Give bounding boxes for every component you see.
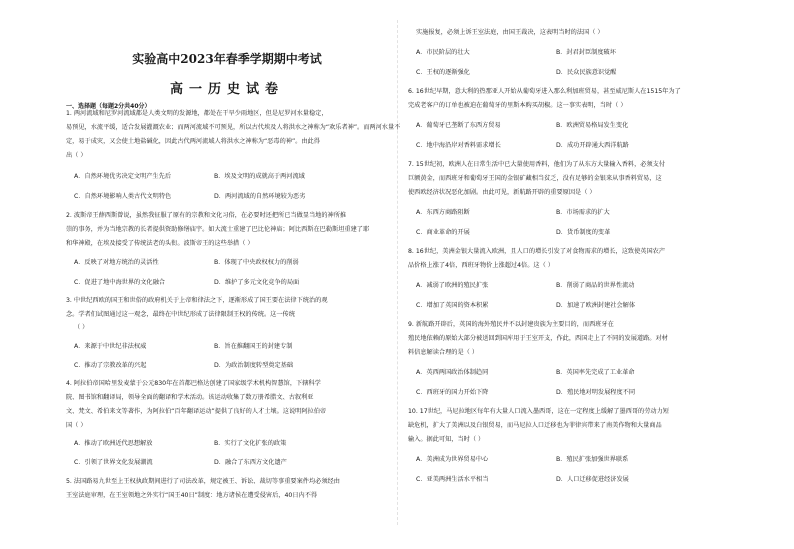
question-9-option-b[interactable]: B．英国率先完成了工业革命	[556, 369, 635, 376]
question-4-option-d[interactable]: D．融合了东西方文化遗产	[214, 459, 287, 466]
question-6-option-b[interactable]: B．欧洲贸易格局发生变化	[556, 122, 629, 129]
question-9-line-1: 9. 新航路开辟后，英国的海外殖民并不以封建贵族为主要目的，而西班牙在	[408, 321, 614, 328]
question-4-option-c[interactable]: C．引领了世界文化发展潮流	[74, 459, 153, 466]
question-6-line-2: 完成老客户的订单也被迫在葡萄牙的里斯本购买胡椒。这一事实表明，当时（ ）	[408, 102, 627, 109]
question-8-option-d[interactable]: D．加速了欧洲封建社会解体	[556, 302, 636, 309]
question-3-line-2: 念。学者们试图通过这一观念，最终在中世纪形成了法律限制王权的传统。这一传统	[66, 311, 295, 318]
question-6-line-1: 6. 16世纪早期，意大利的热那亚人开始从葡萄牙进入那么利加班贸易，甚至威尼斯人在1515年为了	[408, 88, 681, 95]
question-8-line-1: 8. 16世纪，美洲金银大量流入欧洲，且人口的增长引发了对食物需求的增长，这致使英国农产	[408, 248, 666, 255]
question-1-line-1: 1. 两河流域和尼罗河流域都是人类文明的发源地，都处在干旱少雨地区，但是尼罗河水量稳定，	[66, 110, 328, 117]
question-3-line-1: 3. 中世纪西欧的国王和世俗的政府机关于上帝和律法之下，逐渐形成了国王要在法律下统治的观	[66, 297, 328, 304]
question-2-option-d[interactable]: D．维护了多元文化竞争的局面	[214, 279, 300, 286]
question-4-line-2: 院、图书馆和翻译局，领导全面的翻译和学术活动。该运动收集了数万册希腊文、古叙利亚	[66, 394, 314, 401]
question-7-line-3: 使西欧经济状况恶化加剧。由此可见，新航路开辟的重要原因是（ ）	[408, 189, 596, 196]
column-divider	[397, 20, 398, 525]
question-1-option-d[interactable]: D．两河流域的自然环境较为恶劣	[214, 193, 306, 200]
question-3-option-a[interactable]: A．来源于中世纪非法权威	[74, 343, 147, 350]
question-10-option-d[interactable]: D．人口迁移促进经济发展	[556, 476, 629, 483]
question-3-option-b[interactable]: B．旨在推翻国王的封建专制	[214, 343, 293, 350]
question-1-option-c[interactable]: C．自然环境影响人类古代文明特色	[74, 193, 172, 200]
question-9-line-2: 殖民地依赖的原始大部分被送回到国库用于王室开支，作此，西国走上了不同的发展道路。对材	[408, 335, 668, 342]
question-7-option-d[interactable]: D．货币制度的变革	[556, 229, 611, 236]
question-2-option-b[interactable]: B．体现了中央政权权力的削弱	[214, 259, 299, 266]
question-1-option-b[interactable]: B．埃及文明的成就高于两河流域	[214, 173, 305, 180]
question-8-option-c[interactable]: C．增加了英国的资本积累	[416, 302, 489, 309]
question-4-line-3: 文、梵文、希伯来文等著作，为阿拉伯“百年翻译运动”提供了良好的人才土壤。这说明阿拉伯帝	[66, 408, 327, 415]
question-10-option-c[interactable]: C．亚美两洲生活水平相当	[416, 476, 489, 483]
question-7-option-a[interactable]: A．东西方商路阻断	[416, 209, 470, 216]
question-2-option-a[interactable]: A．反映了对地方统治的灵活性	[74, 259, 159, 266]
question-8-option-a[interactable]: A．减弱了欧洲的殖民扩张	[416, 282, 489, 289]
question-9-option-c[interactable]: C．西班牙的国力开始下降	[416, 389, 489, 396]
question-6-option-c[interactable]: C．地中海沿岸对香料需求增长	[416, 142, 501, 149]
question-4-option-b[interactable]: B．实行了文化扩张的政策	[214, 440, 287, 447]
question-4-option-a[interactable]: A．推动了欧洲近代思想解放	[74, 440, 153, 447]
question-10-line-1: 10. 17世纪，马尼拉地区每年有大量人口流入墨西哥，这在一定程度上缓解了墨西哥的劳动力短	[408, 408, 669, 415]
question-3-option-c[interactable]: C．推动了宗教改革的兴起	[74, 362, 147, 369]
question-10-line-2: 缺危机，扩大了美洲以及白银贸易，而马尼拉人口迁移也为菲律宾带来了南美作物和大量商品	[408, 422, 662, 429]
question-10-line-3: 输入。据此可知，当时（ ）	[408, 436, 485, 443]
question-2-option-c[interactable]: C．促进了地中海世界的文化融合	[74, 279, 165, 286]
exam-subtitle: 高一历史试卷	[169, 82, 284, 97]
question-7-option-b[interactable]: B．市场需求的扩大	[556, 209, 610, 216]
question-5-option-b[interactable]: B．封君封臣制度破坏	[556, 49, 616, 56]
question-2-line-1: 2. 波斯帝王薛西斯曾说，虽然我征服了原有的宗教和文化习俗，在必要时还把所已当做显当地的神所推	[66, 212, 347, 219]
question-1-line-2: 易预见，水流平缓，适合发展灌溉农业；而两河流域不可预见，所以古代埃及人将洪水之神称为“欢乐者神”。而两河水量不	[66, 124, 401, 131]
question-7-option-c[interactable]: C．商业革命的开展	[416, 229, 470, 236]
question-2-line-3: 和华神殿，在埃及接受了传统法老的头衔。波斯帝王的这些举措（ ）	[66, 240, 254, 247]
question-6-option-d[interactable]: D．成功开辟通大西洋航路	[556, 142, 629, 149]
question-1-option-a[interactable]: A．自然环境优劣决定文明产生先后	[74, 173, 172, 180]
question-9-option-a[interactable]: A．英西两国政治体制趋同	[416, 369, 489, 376]
question-6-option-a[interactable]: A．葡萄牙已垄断了东西方贸易	[416, 122, 501, 129]
question-1-line-3: 定，易于成灾，又会使土地盐碱化，因此古代两河流域人将洪水之神称为“恶毒的神”。由此得	[66, 138, 320, 145]
question-10-option-b[interactable]: B．殖民扩张加强世界联系	[556, 456, 629, 463]
question-10-option-a[interactable]: A．美洲成为世界贸易中心	[416, 456, 489, 463]
question-4-line-1: 4. 阿拉伯帝国哈里发麦蒙于公元830年在首都巴格达创建了国家级学术机构智慧馆，下辖科学	[66, 380, 321, 387]
question-3-option-d[interactable]: D．为政治制度转型奠定基础	[214, 362, 294, 369]
question-1-line-4: 出（ ）	[66, 152, 87, 159]
question-9-line-3: 料信息解读合理的是（ ）	[408, 349, 479, 356]
question-8-option-b[interactable]: B．削弱了商品的世界性流动	[556, 282, 635, 289]
question-8-line-2: 品价格上涨了4倍，西班牙物价上涨超过4倍。这（ ）	[408, 262, 554, 269]
question-5-line-2: 王室法庭审理，在王室领地之外实行“国王40日”制度：地方诸侯在遭受侵害后，40日内不得	[66, 492, 318, 499]
question-5-option-a[interactable]: A．市民阶层的壮大	[416, 49, 470, 56]
section-heading: 一、选择题（每题2分共40分）	[66, 103, 151, 110]
question-5-option-c[interactable]: C．王权的逐渐强化	[416, 69, 470, 76]
question-2-line-2: 崇的事务，并为当地宗教的长者提供资助修缮庙宇。如大流士重建了巴比伦神庙；阿比西斯在巴勒斯坦重建了耶	[66, 226, 370, 233]
question-4-line-4: 国（ ）	[66, 422, 87, 429]
question-5-option-d[interactable]: D．民众民族意识觉醒	[556, 69, 617, 76]
question-9-option-d[interactable]: D．殖民地对明发展程度不同	[556, 389, 636, 396]
exam-title: 实验高中2023年春季学期期中考试	[132, 52, 322, 66]
question-3-line-3: （ ）	[74, 324, 89, 331]
question-7-line-2: 巨额黄金，而西班牙和葡萄牙王国的金银矿藏相当贫乏，没有足够的金银来从事香料贸易，这	[408, 175, 662, 182]
question-7-line-1: 7. 15世纪初，欧洲人在日常生活中已大量使用香料，他们为了从东方大量输入香料，必须支付	[408, 161, 666, 168]
question-5-line-1: 5. 法国路易九世至上王权执政期间进行了司法改革，规定被王、诉讼、裁切等事重要案件均必须经由	[66, 478, 340, 485]
question-5-line-3: 实施报复，必须上诉王室法庭，由国王裁决，这表明当时的法国（ ）	[416, 29, 604, 36]
